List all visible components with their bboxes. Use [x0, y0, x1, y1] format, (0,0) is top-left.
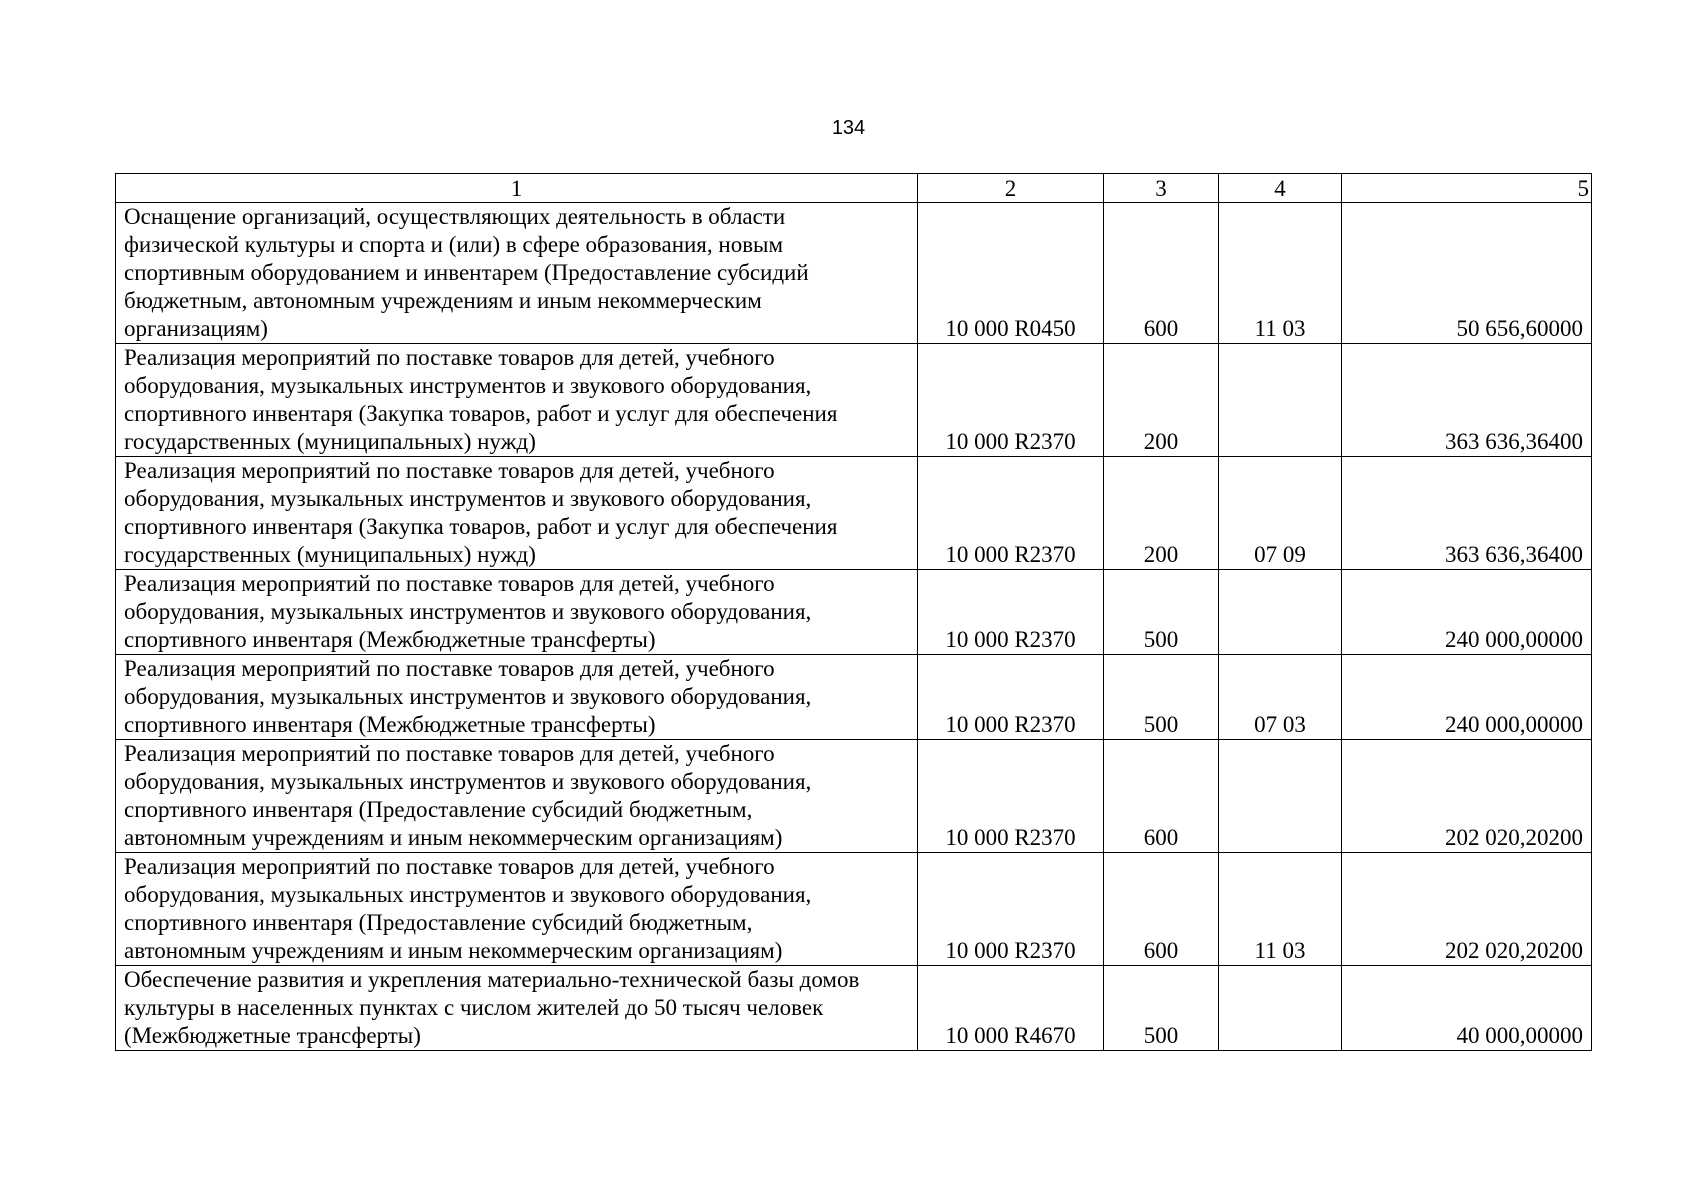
row-amount: 363 636,36400	[1342, 344, 1592, 457]
row-amount: 40 000,00000	[1342, 966, 1592, 1051]
row-section	[1219, 344, 1342, 457]
row-description: Реализация мероприятий по поставке товаров для детей, учебного оборудования, музыкальных инструментов и звукового оборудования, спортивного инвентаря (Межбюджетные трансферты)	[116, 655, 918, 740]
budget-table	[115, 173, 1592, 1051]
column-header-1: 1	[116, 174, 918, 203]
table-row	[116, 740, 1592, 853]
table-row	[116, 966, 1592, 1051]
column-header-3: 3	[1104, 174, 1219, 203]
row-section: 07 09	[1219, 457, 1342, 570]
row-code: 10 000 R2370	[918, 740, 1104, 853]
table-row	[116, 570, 1592, 655]
row-section: 11 03	[1219, 853, 1342, 966]
row-description: Реализация мероприятий по поставке товаров для детей, учебного оборудования, музыкальных инструментов и звукового оборудования, спортивного инвентаря (Предоставление субсидий бюджетным, автономным учреждениям и иным некоммерческим организациям)	[116, 853, 918, 966]
row-description: Реализация мероприятий по поставке товаров для детей, учебного оборудования, музыкальных инструментов и звукового оборудования, спортивного инвентаря (Закупка товаров, работ и услуг для обеспечения государственных (муниципальных) нужд)	[116, 344, 918, 457]
row-type: 600	[1104, 740, 1219, 853]
row-code: 10 000 R2370	[918, 457, 1104, 570]
row-type: 600	[1104, 853, 1219, 966]
row-type: 500	[1104, 966, 1219, 1051]
page-number: 134	[831, 117, 866, 139]
row-description: Реализация мероприятий по поставке товаров для детей, учебного оборудования, музыкальных инструментов и звукового оборудования, спортивного инвентаря (Закупка товаров, работ и услуг для обеспечения государственных (муниципальных) нужд)	[116, 457, 918, 570]
row-amount: 50 656,60000	[1342, 203, 1592, 344]
row-section	[1219, 740, 1342, 853]
row-amount: 363 636,36400	[1342, 457, 1592, 570]
table-row	[116, 344, 1592, 457]
row-description: Обеспечение развития и укрепления материально-технической базы домов культуры в населенных пунктах с числом жителей до 50 тысяч человек (Межбюджетные трансферты)	[116, 966, 918, 1051]
column-header-4: 4	[1219, 174, 1342, 203]
row-section: 07 03	[1219, 655, 1342, 740]
row-amount: 240 000,00000	[1342, 570, 1592, 655]
row-type: 200	[1104, 457, 1219, 570]
row-type: 500	[1104, 570, 1219, 655]
row-section	[1219, 570, 1342, 655]
column-header-2: 2	[918, 174, 1104, 203]
table-header-row	[116, 174, 1592, 203]
table-row	[116, 457, 1592, 570]
row-section: 11 03	[1219, 203, 1342, 344]
table-row	[116, 853, 1592, 966]
table-row	[116, 203, 1592, 344]
row-amount: 202 020,20200	[1342, 853, 1592, 966]
row-amount: 240 000,00000	[1342, 655, 1592, 740]
row-code: 10 000 R2370	[918, 853, 1104, 966]
row-amount: 202 020,20200	[1342, 740, 1592, 853]
row-code: 10 000 R2370	[918, 655, 1104, 740]
row-section	[1219, 966, 1342, 1051]
row-code: 10 000 R0450	[918, 203, 1104, 344]
row-description: Реализация мероприятий по поставке товаров для детей, учебного оборудования, музыкальных инструментов и звукового оборудования, спортивного инвентаря (Предоставление субсидий бюджетным, автономным учреждениям и иным некоммерческим организациям)	[116, 740, 918, 853]
row-type: 500	[1104, 655, 1219, 740]
row-code: 10 000 R2370	[918, 344, 1104, 457]
row-type: 200	[1104, 344, 1219, 457]
row-code: 10 000 R2370	[918, 570, 1104, 655]
row-type: 600	[1104, 203, 1219, 344]
column-header-5: 5	[1342, 174, 1592, 203]
row-description: Оснащение организаций, осуществляющих деятельность в области физической культуры и спорта и (или) в сфере образования, новым спортивным оборудованием и инвентарем (Предоставление субсидий бюджетным, автономным учреждениям и иным некоммерческим организациям)	[116, 203, 918, 344]
table-row	[116, 655, 1592, 740]
row-description: Реализация мероприятий по поставке товаров для детей, учебного оборудования, музыкальных инструментов и звукового оборудования, спортивного инвентаря (Межбюджетные трансферты)	[116, 570, 918, 655]
row-code: 10 000 R4670	[918, 966, 1104, 1051]
